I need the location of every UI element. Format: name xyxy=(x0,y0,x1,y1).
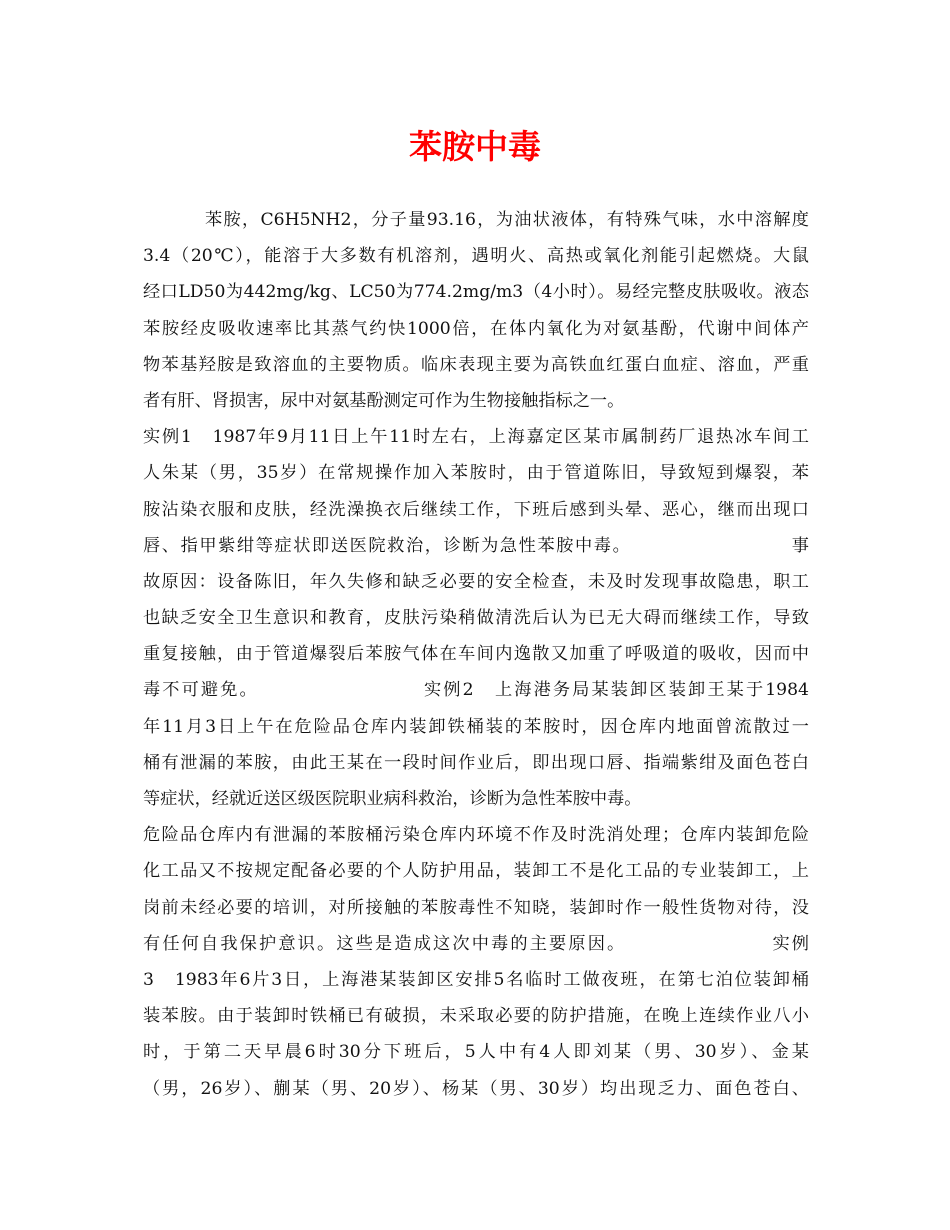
text-line: 唇、指甲紫绀等症状即送医院救治，诊断为急性苯胺中毒。 事 xyxy=(143,535,809,556)
text-line: 岗前未经必要的培训，对所接触的苯胺毒性不知晓，装卸时作一般性货物对待，没 xyxy=(143,897,809,918)
text-line: 桶有泄漏的苯胺，由此王某在一段时间作业后，即出现口唇、指端紫绀及面色苍白 xyxy=(143,752,809,773)
document-body xyxy=(143,202,809,1107)
text-line: 毒不可避免。 实例2 上海港务局某装卸区装卸王某于1984 xyxy=(143,680,809,701)
text-line: 苯胺，C6H5NH2，分子量93.16，为油状液体，有特殊气味，水中溶解度 xyxy=(205,210,809,230)
text-line: 3 1983年6片3日，上海港某装卸区安排5名临时工做夜班，在第七泊位装卸桶 xyxy=(143,969,809,990)
text-line: 等症状，经就近送区级医院职业病科救治，诊断为急性苯胺中毒。 xyxy=(143,789,642,809)
text-line: 故原因：设备陈旧，年久失修和缺乏必要的安全检查，未及时发现事故隐患，职工 xyxy=(143,571,809,592)
text-line: 重复接触，由于管道爆裂后苯胺气体在车间内逸散又加重了呼吸道的吸收，因而中 xyxy=(143,644,809,665)
text-line: （男，26岁）、蒯某（男、20岁）、杨某（男、30岁）均出现乏力、面色苍白、 xyxy=(143,1078,809,1099)
text-line: 化工品又不按规定配备必要的个人防护用品，装卸工不是化工品的专业装卸工，上 xyxy=(143,861,809,882)
text-line: 时，于第二天早晨6时30分下班后，5人中有4人即刘某（男、30岁）、金某 xyxy=(143,1042,809,1063)
text-line: 年11月3日上午在危险品仓库内装卸铁桶装的苯胺时，因仓库内地面曾流散过一 xyxy=(143,716,809,737)
text-line: 人朱某（男，35岁）在常规操作加入苯胺时，由于管道陈旧，导致短到爆裂，苯 xyxy=(143,463,809,484)
text-line: 装苯胺。由于装卸时铁桶已有破损，未采取必要的防护措施，在晚上连续作业八小 xyxy=(143,1006,809,1027)
text-line: 者有肝、肾损害，尿中对氨基酚测定可作为生物接触指标之一。 xyxy=(143,390,625,411)
text-line: 经口LD50为442mg/kg、LC50为774.2mg/m3（4小时）。易经完整皮肤吸收。液态 xyxy=(143,282,809,303)
document-title: 苯胺中毒 xyxy=(409,127,541,166)
text-line: 危险品仓库内有泄漏的苯胺桶污染仓库内环境不作及时洗消处理；仓库内装卸危险 xyxy=(143,825,809,846)
text-line: 胺沾染衣服和皮肤，经洗澡换衣后继续工作，下班后感到头晕、恶心，继而出现口 xyxy=(143,499,809,520)
text-line: 实例1 1987年9月11日上午11时左右，上海嘉定区某市属制药厂退热冰车间工 xyxy=(143,427,809,448)
text-line: 物苯基羟胺是致溶血的主要物质。临床表现主要为高铁血红蛋白血症、溶血，严重 xyxy=(143,354,809,375)
text-line: 有任何自我保护意识。这些是造成这次中毒的主要原因。 实例 xyxy=(143,933,809,954)
text-line: 苯胺经皮吸收速率比其蒸气约快1000倍，在体内氧化为对氨基酚，代谢中间体产 xyxy=(143,318,809,339)
text-line: 也缺乏安全卫生意识和教育，皮肤污染稍做清洗后认为已无大碍而继续工作，导致 xyxy=(143,608,809,629)
text-line: 3.4（20℃），能溶于大多数有机溶剂，遇明火、高热或氧化剂能引起燃烧。大鼠 xyxy=(143,246,809,267)
